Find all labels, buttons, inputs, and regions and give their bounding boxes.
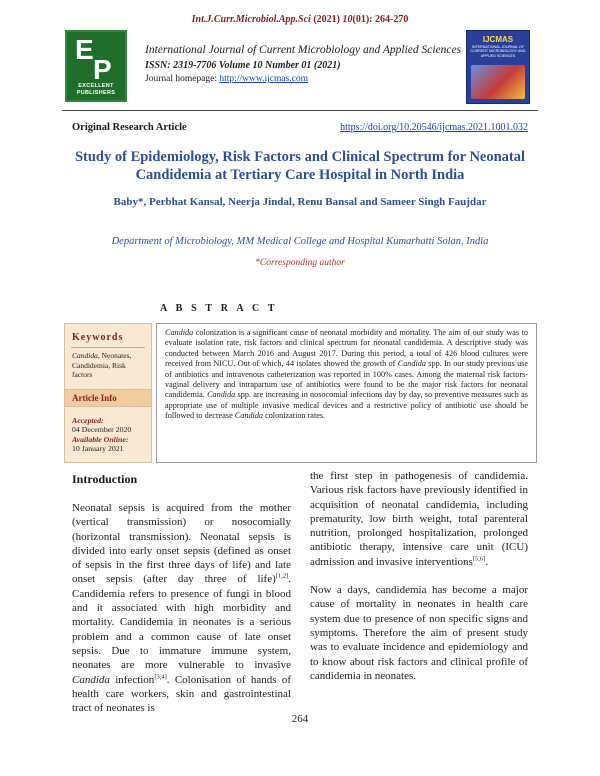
homepage-label: Journal homepage: [145,74,218,84]
article-info-band [65,389,151,407]
keyword-candida: Candida [72,351,98,360]
accepted-label: Accepted: [72,416,104,425]
keywords-divider [71,347,145,348]
abstract-span-1: colonization is a significant cause of neonatal morbidity and mortality. The aim of our study was to evaluate isolation rate, risk factors and clinical spectrum for neonatal candidemia. A descriptive study was conducted between March 2016 and August 2017. During this period, a total of 426 blood cultures were received from NICU. Out of which, 44 isolates showed the growth of [165,328,528,369]
homepage-link[interactable]: http://www.ijcmas.com [219,74,308,84]
publisher-logo [65,30,127,102]
abstract-candida-3: Candida [207,390,236,400]
article-type: Original Research Article [72,122,187,133]
abstract-candida-2: Candida [397,359,426,369]
keywords-list [72,351,147,380]
article-authors: Baby*, Perbhat Kansal, Neerja Jindal, Renu Bansal and Sameer Singh Faujdar [113,196,487,208]
intro-text-c: infection [109,673,155,686]
intro-text-b: . Candidemia refers to presence of fungi in blood and it associated with high morbidity and mortality. Candidemia in neonates is a serious problem and a common cause of late onset sepsis. Due to immature immune system, neonates are more vulnerable to invasive [72,573,291,672]
abstract-candida-4: Candida [234,411,264,421]
keywords-title: Keywords [72,332,124,343]
journal-issue-pages: (01): 264-270 [352,14,409,25]
corresponding-author-note: *Corresponding author [255,258,345,268]
intro-paragraph-1-cont [310,469,528,569]
logo-letter-p: P [93,54,112,85]
article-info-sidebar [64,323,152,463]
article-title: Study of Epidemiology, Risk Factors and Clinical Spectrum for Neonatal Candidemia at Tertiary Care Hospital in North India [74,149,526,183]
citation-ref-5-6[interactable]: [5,6] [472,555,486,563]
journal-reference [0,14,600,25]
cover-artwork [471,65,525,99]
abstract-text [165,328,528,422]
journal-homepage [145,74,308,84]
introduction-heading: Introduction [72,472,138,486]
intro-text-d: . Colonisation of hands of health care workers, skin and gastrointestinal tract of neonates is [72,673,291,715]
abstract-box [156,323,537,463]
abstract-heading: A B S T R A C T [160,303,278,314]
intro-text-e: the first step in pathogenesis of candidemia. Various risk factors have previously identified in acquisition of neonatal candidemia, including prematurity, low birth weight, total parenteral nutrition, prolonged hospitalization, prolonged antibiotic therapy, intensive care unit (ICU) admission and invasive interventions [310,470,528,568]
body-column-left [72,501,291,715]
abstract-span-4: colonization rates. [263,411,326,421]
journal-cover-logo [466,30,530,104]
page-number: 264 [291,713,309,725]
citation-ref-1-2[interactable]: [1,2] [275,572,289,580]
abstract-candida-1: Candida [165,328,194,337]
logo-letter-e: E [75,34,93,65]
header-divider [62,110,538,111]
citation-ref-3-4[interactable]: [3,4] [154,672,167,680]
abstract-span-3: spp. are increasing in nosocomial infections day by day, so preventive measures such as appropriate use of multiple invasive medical devices and a restrictive policy of antibiotic use should be followed to decrease [165,390,528,421]
cover-title: IJCMAS [482,35,514,44]
journal-abbrev: Int.J.Curr.Microbiol.App.Sci [191,14,311,25]
issn-line: ISSN: 2319-7706 Volume 10 Number 01 (2021) [145,60,341,71]
journal-year: (2021) [313,14,341,25]
intro-paragraph-1 [72,501,291,715]
cover-subtitle: INTERNATIONAL JOURNAL OF CURRENT MICROBIOLOGY AND APPLIED SCIENCES [470,45,526,58]
doi-link[interactable]: https://doi.org/10.20546/ijcmas.2021.1001.032 [340,122,528,133]
author-affiliation: Department of Microbiology, MM Medical College and Hospital Kumarhatti Solan, India [111,236,489,247]
keywords-rest: , Neonates, Candidemia, Risk factors [72,351,132,379]
journal-volume: 10 [342,14,353,25]
accepted-date: 04 December 2020 [72,425,132,434]
body-column-right [310,469,528,683]
journal-name: International Journal of Current Microbiology and Applied Sciences [145,44,462,56]
abstract-span-2: spp. In our study previous use of antibiotics and intravenous catheterization was reported in 100% cases. Among the maternal risk factors- vaginal delivery and intrapartum use of antibiotics were found to be the major risk factors for neonatal candidemia. [165,359,529,400]
logo-caption: EXCELLENT PUBLISHERS [76,83,116,96]
intro-candida: Candida [72,673,110,686]
intro-paragraph-2: Now a days, candidemia has become a major cause of mortality in neonates in health care system due to presence of non specific signs and symptoms. Therefore the aim of present study was to evaluate incidence and epidemiology and to know about risk factors and clinical profile of candidemia in neonates. [310,584,528,682]
intro-text-a: Neonatal sepsis is acquired from the mother (vertical transmission) or nosocomially (horizontal transmission). Neonatal sepsis is divided into early onset sepsis (defined as onset of sepsis in the first three days of life) and late onset sepsis (after day three of life) [72,502,291,586]
available-online-date: 10 January 2021 [72,444,124,453]
article-info-title: Article Info [72,393,117,403]
available-online-label: Available Online: [72,435,129,444]
intro-text-f: . [485,555,489,568]
